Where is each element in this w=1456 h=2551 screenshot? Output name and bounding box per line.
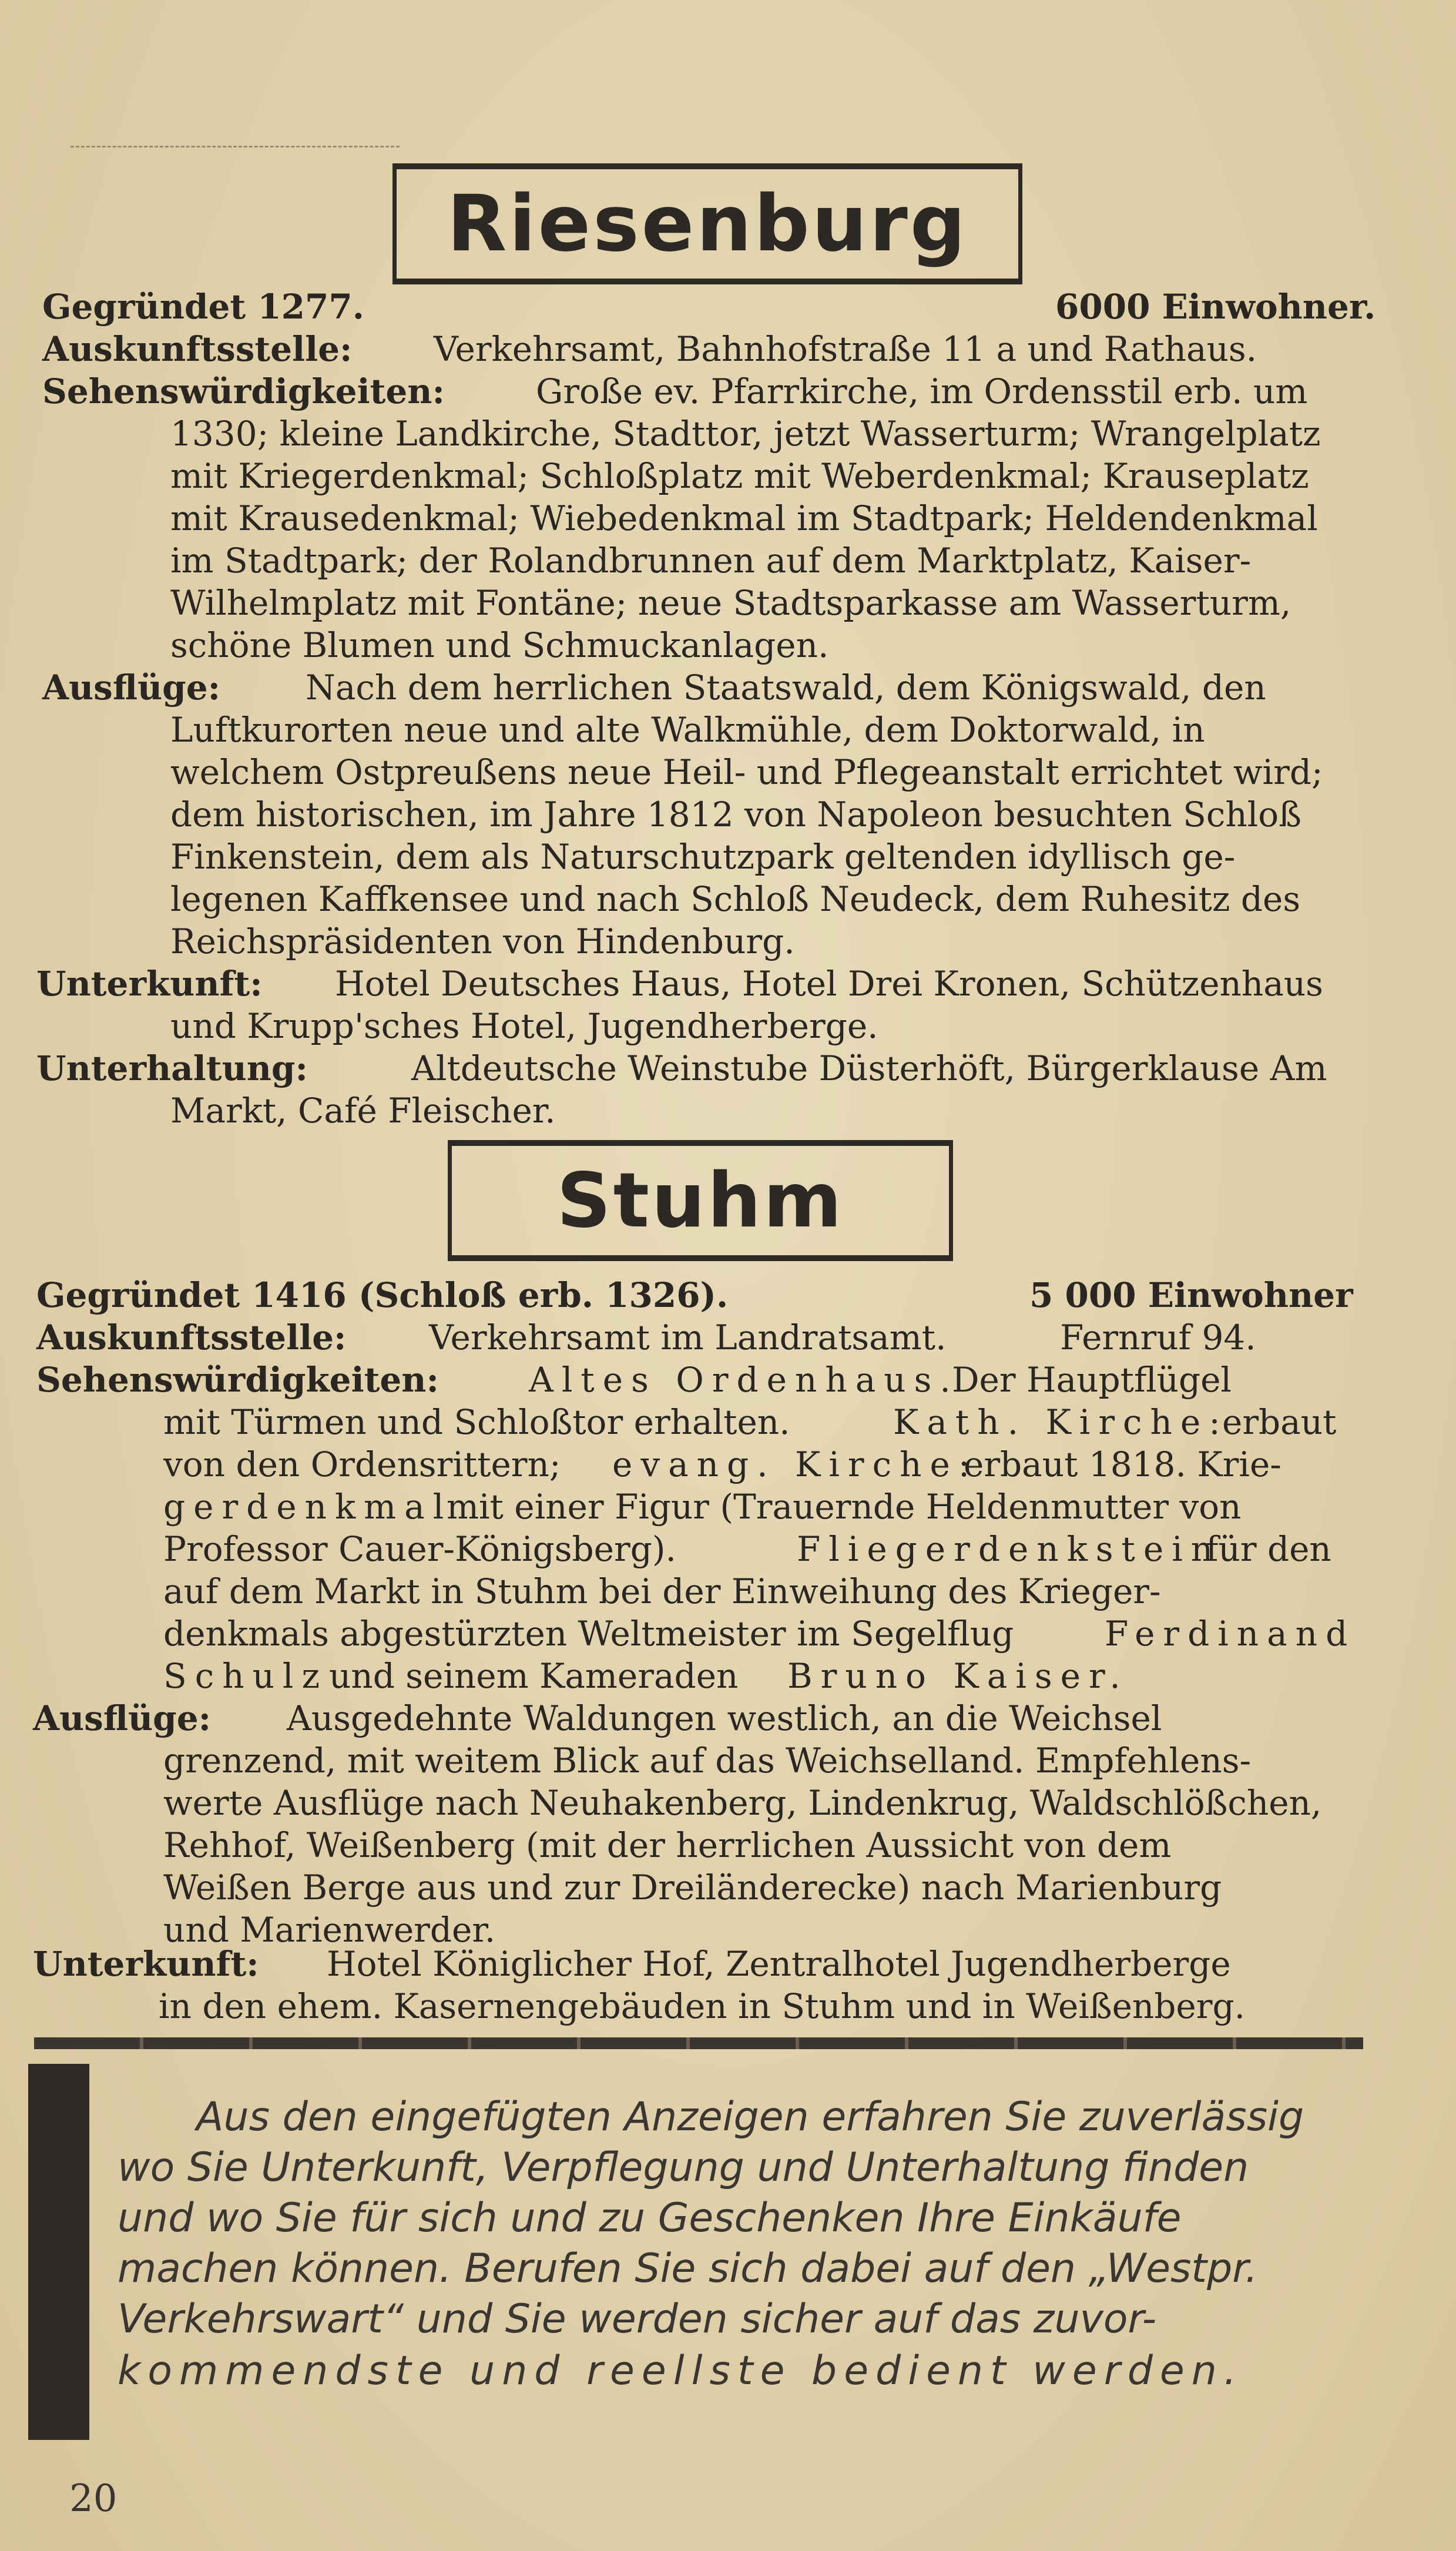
stuhm-info-line — [0, 1316, 1456, 1359]
riesenburg-founded-line — [0, 286, 1456, 328]
stuhm-trips-line-1 — [0, 1697, 1456, 1739]
riesenburg-lodging-text: Hotel Deutsches Haus, Hotel Drei Kronen, Schützenhaus — [335, 964, 1323, 1004]
stuhm-lodging-line-1 — [0, 1943, 1456, 1985]
riesenburg-sights-line-6: Wilhelmplatz mit Fontäne; neue Stadtsparkasse am Wasserturm, — [170, 583, 1291, 623]
stuhm-trips-line-5: Weißen Berge aus und zur Dreiländerecke) nach Marienburg — [163, 1868, 1222, 1908]
stuhm-info-label: Auskunftsstelle: — [36, 1318, 347, 1357]
stuhm-sights-line-5: Professor Cauer-Königsberg). Fliegerdenkstein für den — [163, 1529, 1331, 1569]
stuhm-trips-line-3: werte Ausflüge nach Neuhakenberg, Lindenkrug, Waldschlößchen, — [163, 1783, 1322, 1823]
stuhm-founded: Gegründet 1416 (Schloß erb. 1326). — [36, 1275, 729, 1315]
riesenburg-info-line — [0, 328, 1456, 370]
notice-line-4: machen können. Berufen Sie sich dabei auf den „Westpr. — [118, 2245, 1258, 2292]
riesenburg-sights-line-7: schöne Blumen und Schmuckanlagen. — [170, 625, 829, 665]
notice-line-2: wo Sie Unterkunft, Verpflegung und Unterhaltung finden — [118, 2144, 1249, 2191]
riesenburg-sights-text: Große ev. Pfarrkirche, im Ordensstil erb. um — [536, 371, 1308, 411]
notice-line-3: und wo Sie für sich und zu Geschenken Ihre Einkäufe — [118, 2195, 1182, 2241]
notice-line-5: Verkehrswart“ und Sie werden sicher auf das zuvor- — [118, 2296, 1157, 2342]
riesenburg-trips-label: Ausflüge: — [42, 668, 221, 708]
stuhm-trips-line-6: und Marienwerder. — [163, 1910, 496, 1950]
riesenburg-trips-line-6: legenen Kaffkensee und nach Schloß Neudeck, dem Ruhesitz des — [170, 879, 1301, 919]
riesenburg-trips-line-5: Finkenstein, dem als Naturschutzpark geltenden idyllisch ge- — [170, 837, 1236, 877]
riesenburg-sights-line-2: 1330; kleine Landkirche, Stadttor, jetzt Wasserturm; Wrangelplatz — [170, 414, 1321, 454]
riesenburg-trips-line-7: Reichspräsidenten von Hindenburg. — [170, 921, 795, 961]
riesenburg-trips-text: Nach dem herrlichen Staatswald, dem Königswald, den — [306, 668, 1266, 708]
riesenburg-info-label: Auskunftsstelle: — [42, 329, 353, 369]
riesenburg-title-box — [392, 163, 1022, 284]
stuhm-sights-line-3: von den Ordensrittern; evang. Kirche: erbaut 1818. Krie- — [163, 1444, 1281, 1484]
riesenburg-sights-label: Sehenswürdigkeiten: — [42, 371, 445, 411]
stuhm-sights-line-1: Sehenswürdigkeiten: Altes Ordenhaus. Der Hauptflügel — [36, 1360, 1232, 1400]
top-dashed-rule — [71, 146, 400, 148]
stuhm-sights-line-4: gerdenkmal mit einer Figur (Trauernde Heldenmutter von — [163, 1487, 1242, 1527]
stuhm-lodging-label: Unterkunft: — [33, 1944, 259, 1984]
riesenburg-sights-line-5: im Stadtpark; der Rolandbrunnen auf dem Marktplatz, Kaiser- — [170, 541, 1252, 581]
riesenburg-ent-line-2: Markt, Café Fleischer. — [170, 1091, 556, 1131]
stuhm-sights-line-6: auf dem Markt in Stuhm bei der Einweihung des Krieger- — [163, 1571, 1161, 1611]
stuhm-sights-line-2: mit Türmen und Schloßtor erhalten. Kath. Kirche: erbaut — [163, 1402, 1337, 1442]
stuhm-sights-label: Sehenswürdigkeiten: — [36, 1360, 439, 1400]
riesenburg-founded: Gegründet 1277. — [42, 287, 364, 327]
notice-top-rule — [34, 2037, 1363, 2049]
riesenburg-trips-line-2: Luftkurorten neue und alte Walkmühle, dem Doktorwald, in — [170, 710, 1205, 750]
riesenburg-trips-line-3: welchem Ostpreußens neue Heil- und Pflegeanstalt errichtet wird; — [170, 752, 1323, 792]
riesenburg-sights-line-1 — [0, 370, 1456, 413]
stuhm-sights-line-8: Schulz und seinem Kameraden Bruno Kaiser. — [163, 1656, 1129, 1696]
riesenburg-ent-text: Altdeutsche Weinstube Düsterhöft, Bürgerklause Am — [411, 1048, 1327, 1088]
riesenburg-info-text: Verkehrsamt, Bahnhofstraße 11 a und Rathaus. — [434, 329, 1257, 369]
stuhm-population: 5 000 Einwohner — [1029, 1275, 1353, 1315]
stuhm-title: Stuhm — [556, 1157, 844, 1245]
riesenburg-trips-line-1 — [0, 666, 1456, 709]
stuhm-lodging-text: Hotel Königlicher Hof, Zentralhotel Jugendherberge — [327, 1944, 1231, 1984]
riesenburg-lodging-line-1 — [0, 963, 1456, 1005]
riesenburg-population: 6000 Einwohner. — [1055, 287, 1376, 327]
stuhm-info-text: Verkehrsamt im Landratsamt. — [429, 1318, 947, 1357]
riesenburg-sights-line-4: mit Krausedenkmal; Wiebedenkmal im Stadtpark; Heldendenkmal — [170, 498, 1318, 538]
riesenburg-trips-line-4: dem historischen, im Jahre 1812 von Napoleon besuchten Schloß — [170, 795, 1301, 834]
stuhm-trips-line-2: grenzend, mit weitem Blick auf das Weichselland. Empfehlens- — [163, 1741, 1252, 1781]
stuhm-founded-line — [0, 1274, 1456, 1316]
stuhm-lodging-line-2: in den ehem. Kasernengebäuden in Stuhm und in Weißenberg. — [159, 1986, 1246, 2026]
stuhm-trips-text: Ausgedehnte Waldungen westlich, an die Weichsel — [287, 1698, 1162, 1738]
riesenburg-ent-label: Unterhaltung: — [36, 1048, 308, 1088]
stuhm-trips-label: Ausflüge: — [33, 1698, 212, 1738]
page-number: 20 — [69, 2477, 118, 2520]
riesenburg-ent-line-1 — [0, 1047, 1456, 1090]
stuhm-trips-line-4: Rehhof, Weißenberg (mit der herrlichen Aussicht von dem — [163, 1825, 1172, 1865]
riesenburg-sights-line-3: mit Kriegerdenkmal; Schloßplatz mit Weberdenkmal; Krauseplatz — [170, 456, 1309, 496]
notice-line-1: Aus den eingefügten Anzeigen erfahren Sie zuverlässig — [196, 2094, 1304, 2140]
riesenburg-title: Riesenburg — [447, 179, 968, 269]
stuhm-title-box — [448, 1140, 953, 1261]
riesenburg-lodging-line-2: und Krupp'sches Hotel, Jugendherberge. — [170, 1006, 878, 1046]
notice-line-6: kommendste und reellste bedient werden. — [118, 2348, 1244, 2394]
riesenburg-lodging-label: Unterkunft: — [36, 964, 263, 1004]
stuhm-phone: Fernruf 94. — [1060, 1318, 1256, 1357]
stuhm-sights-line-7: denkmals abgestürzten Weltmeister im Segelflug Ferdinand — [163, 1614, 1356, 1654]
